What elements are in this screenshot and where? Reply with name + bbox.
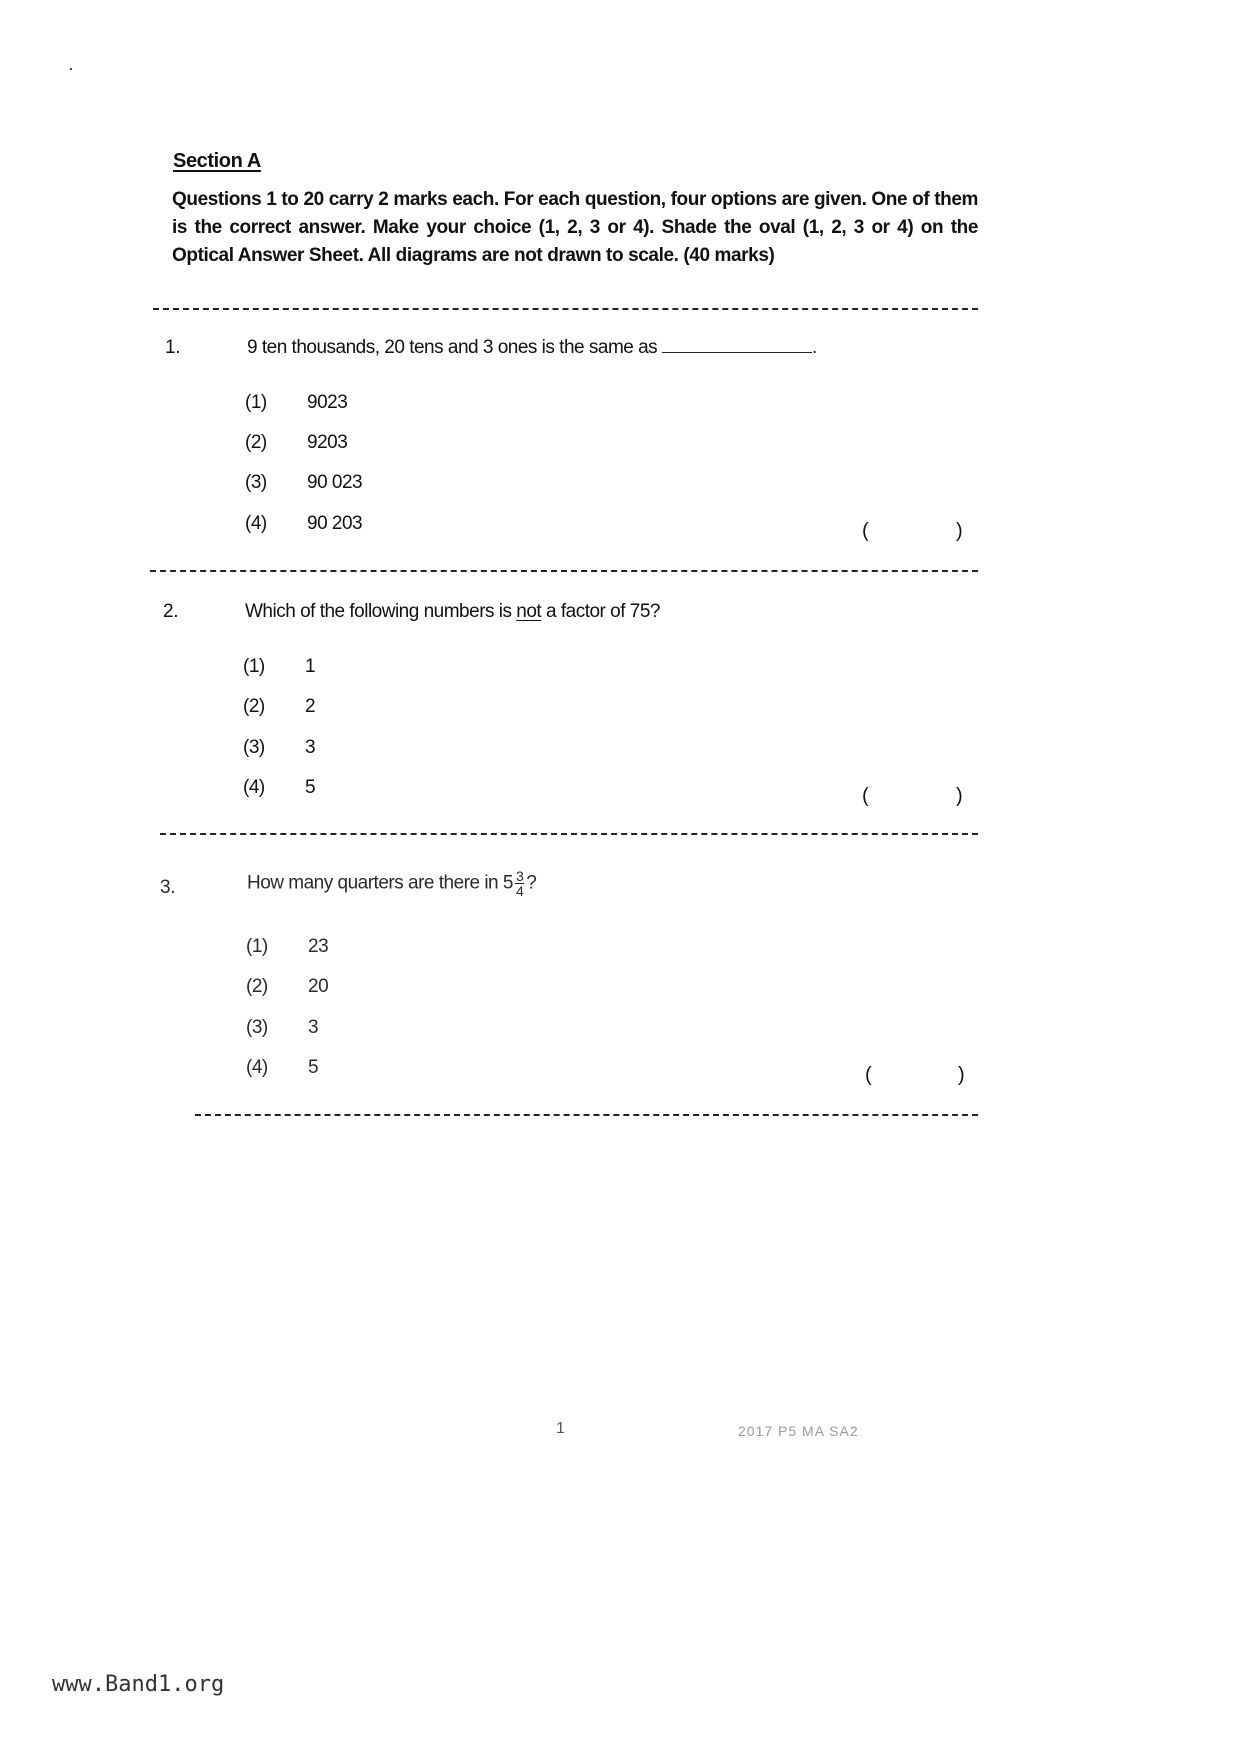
option-label: (2) bbox=[245, 432, 267, 453]
option-value: 3 bbox=[308, 1017, 319, 1038]
question-1-stem: 9 ten thousands, 20 tens and 3 ones is the same as bbox=[247, 337, 658, 358]
option-label: (2) bbox=[246, 976, 268, 997]
question-2-answer-close-bracket: ) bbox=[956, 785, 963, 807]
question-3-answer-open-bracket: ( bbox=[865, 1064, 872, 1086]
separator-rule bbox=[160, 833, 978, 835]
question-1-answer-open-bracket: ( bbox=[862, 520, 869, 542]
question-2-option-4[interactable] bbox=[243, 777, 315, 799]
question-1-option-1[interactable] bbox=[245, 392, 347, 414]
option-label: (4) bbox=[246, 1057, 268, 1078]
option-value: 5 bbox=[305, 777, 316, 798]
option-label: (3) bbox=[246, 1017, 268, 1038]
question-1-option-4[interactable] bbox=[245, 513, 362, 535]
question-2-option-3[interactable] bbox=[243, 737, 315, 759]
option-label: (3) bbox=[245, 472, 267, 493]
question-2-text bbox=[245, 601, 660, 623]
question-2-number: 2. bbox=[163, 601, 179, 622]
question-1-option-3[interactable] bbox=[245, 472, 362, 494]
option-value: 3 bbox=[305, 737, 316, 758]
website-watermark: www.Band1.org bbox=[52, 1672, 225, 1697]
option-value: 9023 bbox=[307, 392, 348, 413]
option-label: (4) bbox=[245, 513, 267, 534]
option-label: (2) bbox=[243, 696, 265, 717]
question-3-answer-close-bracket: ) bbox=[958, 1064, 965, 1086]
separator-rule bbox=[150, 570, 978, 572]
option-label: (1) bbox=[246, 936, 268, 957]
option-label: (4) bbox=[243, 777, 265, 798]
question-3-text bbox=[247, 869, 536, 898]
option-value: 90 203 bbox=[307, 513, 363, 534]
separator-rule bbox=[195, 1114, 978, 1116]
question-1-stem-end: . bbox=[811, 337, 817, 358]
fraction-numerator: 3 bbox=[515, 868, 524, 884]
fraction-denominator: 4 bbox=[515, 883, 524, 899]
question-3-option-4[interactable] bbox=[246, 1057, 318, 1079]
option-value: 5 bbox=[308, 1057, 319, 1078]
question-1-answer-close-bracket: ) bbox=[956, 520, 963, 542]
question-3-option-1[interactable] bbox=[246, 936, 328, 958]
question-2-stem-after: a factor of 75? bbox=[546, 601, 660, 622]
option-value: 90 023 bbox=[307, 472, 363, 493]
question-3-option-3[interactable] bbox=[246, 1017, 318, 1039]
question-1-text bbox=[247, 337, 817, 359]
option-label: (3) bbox=[243, 737, 265, 758]
footer-code: 2017 P5 MA SA2 bbox=[738, 1423, 859, 1439]
question-2-stem-before: Which of the following numbers is bbox=[245, 601, 512, 622]
question-2-emphasis: not bbox=[516, 601, 542, 622]
option-value: 9203 bbox=[307, 432, 348, 453]
question-1-option-2[interactable] bbox=[245, 432, 347, 454]
question-3-stem-before: How many quarters are there in 5 bbox=[247, 872, 513, 894]
section-heading: Section A bbox=[173, 150, 261, 172]
question-1-number: 1. bbox=[165, 337, 181, 358]
mixed-fraction bbox=[515, 869, 524, 898]
option-value: 1 bbox=[305, 656, 316, 677]
option-label: (1) bbox=[245, 392, 267, 413]
question-1-answer-blank bbox=[662, 338, 812, 353]
question-2-answer-open-bracket: ( bbox=[862, 785, 869, 807]
scan-speck bbox=[70, 68, 72, 70]
separator-rule bbox=[153, 308, 978, 310]
question-3-stem-after: ? bbox=[526, 872, 537, 894]
page-number: 1 bbox=[556, 1420, 565, 1437]
option-value: 2 bbox=[305, 696, 316, 717]
question-2-option-2[interactable] bbox=[243, 696, 315, 718]
option-value: 23 bbox=[308, 936, 329, 957]
question-3-number: 3. bbox=[160, 877, 176, 898]
question-3-option-2[interactable] bbox=[246, 976, 328, 998]
question-2-option-1[interactable] bbox=[243, 656, 315, 678]
option-label: (1) bbox=[243, 656, 265, 677]
section-instructions: Questions 1 to 20 carry 2 marks each. For each question, four options are given. One of them is the correct answer. Make your choice (1, 2, 3 or 4). Shade the oval (1, 2, 3 or 4) on the Optical Answer Sheet. All diagrams are not drawn to scale. (40 marks) bbox=[172, 189, 978, 266]
option-value: 20 bbox=[308, 976, 329, 997]
